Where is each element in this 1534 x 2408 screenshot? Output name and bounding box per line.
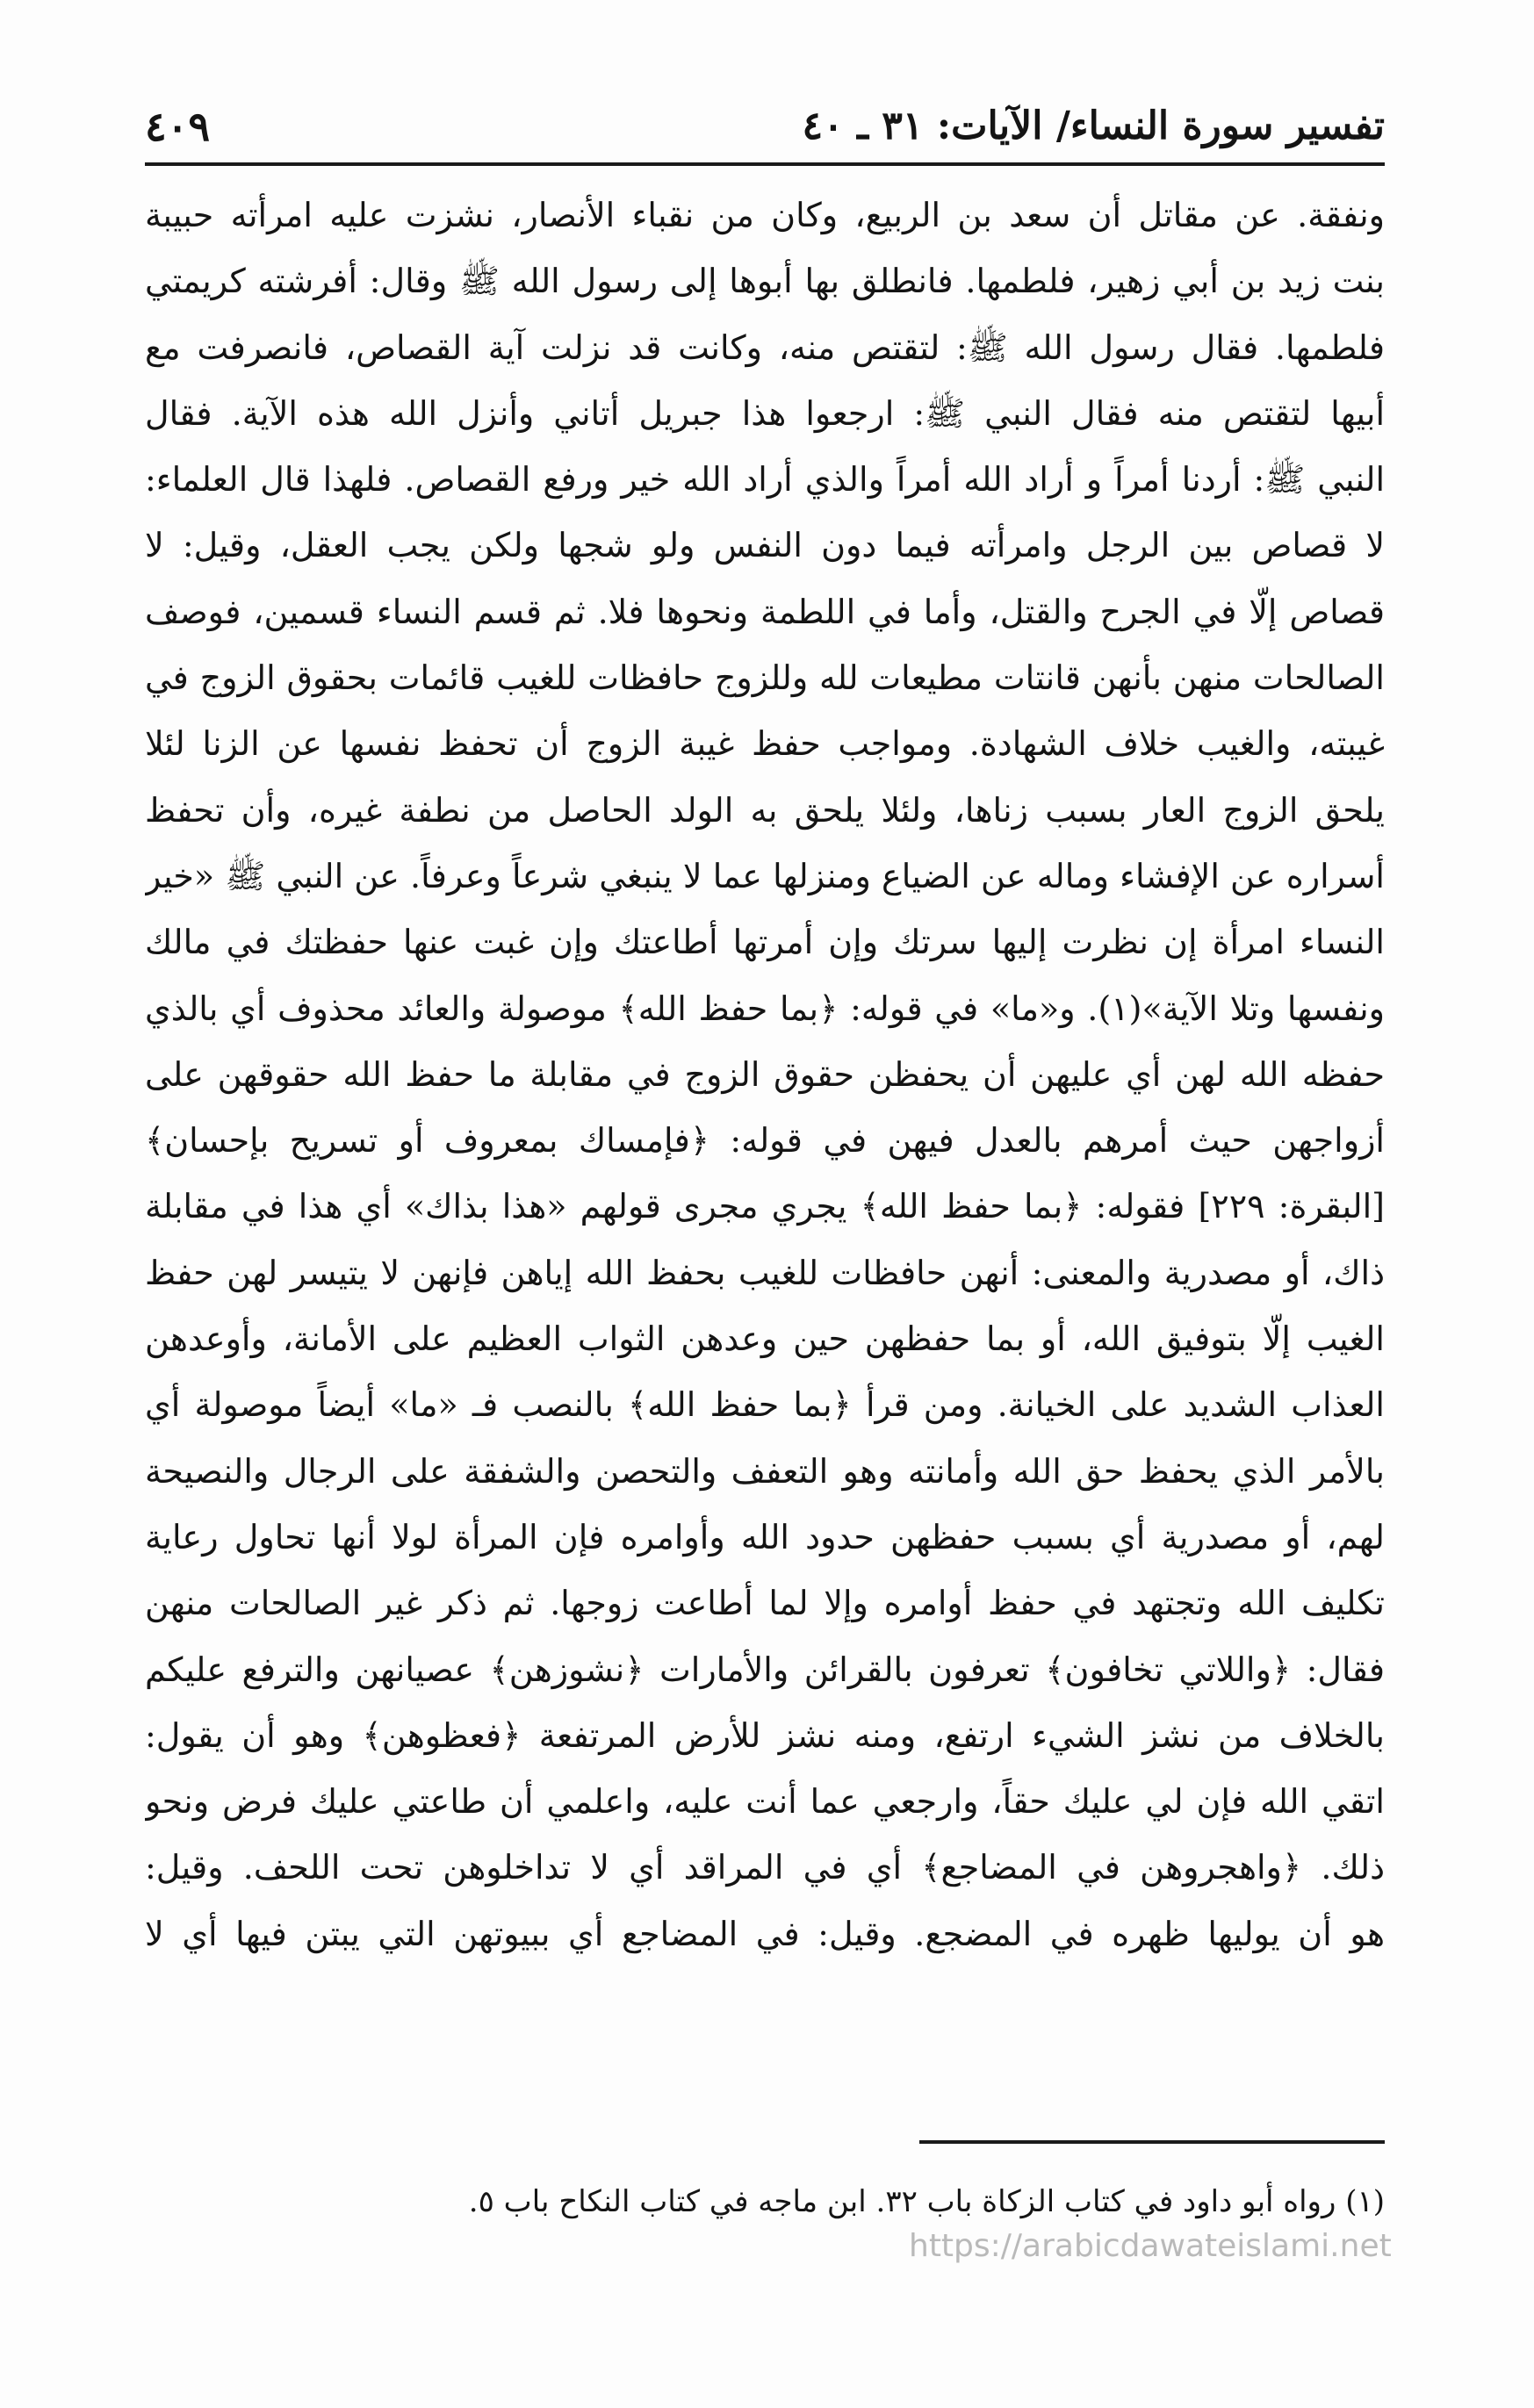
text-line: بنت زيد بن أبي زهير، فلطمها. فانطلق بها أبوها إلى رسول الله ﷺ وقال: أفرشته كريمتي <box>145 262 1385 301</box>
text-line: فقال: ﴿واللاتي تخافون﴾ تعرفون بالقرائن والأمارات ﴿نشوزهن﴾ عصيانهن والترفع عليكم <box>145 1650 1385 1689</box>
text-line: ونفقة. عن مقاتل أن سعد بن الربيع، وكان من نقباء الأنصار، نشزت عليه امرأته حبيبة <box>145 196 1385 234</box>
text-line: ذلك. ﴿واهجروهن في المضاجع﴾ أي في المراقد أي لا تداخلوهن تحت اللحف. وقيل: <box>145 1848 1385 1887</box>
footnote: (١) رواه أبو داود في كتاب الزكاة باب ٣٢. ابن ماجه في كتاب النكاح باب ٥. <box>468 2184 1385 2219</box>
text-line: اتقي الله فإن لي عليك حقاً، وارجعي عما أنت عليه، واعلمي أن طاعتي عليك فرض ونحو <box>145 1782 1385 1822</box>
text-line: ذاك، أو مصدرية والمعنى: أنهن حافظات للغيب بحفظ الله إياهن فإنهن لا يتيسر لهن حفظ <box>145 1253 1385 1292</box>
text-line: حفظه الله لهن أي عليهن أن يحفظن حقوق الزوج في مقابلة ما حفظ الله حقوقهن على <box>145 1054 1385 1094</box>
text-line: الصالحات منهن بأنهن قانتات مطيعات لله وللزوج حافظات للغيب قائمات بحقوق الزوج في <box>145 658 1385 698</box>
text-line: يلحق الزوج العار بسبب زناها، ولئلا يلحق به الولد الحاصل من نطفة غيره، وأن تحفظ <box>145 790 1385 830</box>
running-header <box>145 97 1385 156</box>
watermark-url: https://arabicdawateislami.net <box>909 2228 1392 2264</box>
text-line: ونفسها وتلا الآية»(١). و«ما» في قوله: ﴿بما حفظ الله﴾ موصولة والعائد محذوف أي بالذي <box>145 988 1385 1028</box>
text-line: قصاص إلّا في الجرح والقتل، وأما في اللطمة ونحوها فلا. ثم قسم النساء قسمين، فوصف <box>145 592 1385 631</box>
text-line: [البقرة: ٢٢٩] فقوله: ﴿بما حفظ الله﴾ يجري مجرى قولهم «هذا بذاك» أي هذا في مقابلة <box>145 1187 1385 1226</box>
text-line: العذاب الشديد على الخيانة. ومن قرأ ﴿بما حفظ الله﴾ بالنصب فـ «ما» أيضاً موصولة أي <box>145 1385 1385 1425</box>
text-line: أزواجهن حيث أمرهم بالعدل فيهن في قوله: ﴿فإمساك بمعروف أو تسريح بإحسان﴾ <box>145 1121 1385 1161</box>
body-text <box>145 183 1385 1967</box>
text-line: فلطمها. فقال رسول الله ﷺ: لتقتص منه، وكانت قد نزلت آية القصاص، فانصرفت مع <box>145 327 1385 367</box>
text-line: غيبته، والغيب خلاف الشهادة. ومواجب حفظ غيبة الزوج أن تحفظ نفسها عن الزنا لئلا <box>145 724 1385 764</box>
text-line: بالأمر الذي يحفظ حق الله وأمانته وهو التعفف والتحصن والشفقة على الرجال والنصيحة <box>145 1451 1385 1491</box>
text-line: أسراره عن الإفشاء وماله عن الضياع ومنزلها عما لا ينبغي شرعاً وعرفاً. عن النبي ﷺ «خير <box>145 856 1385 895</box>
text-line: أبيها لتقتص منه فقال النبي ﷺ: ارجعوا هذا جبريل أتاني وأنزل الله هذه الآية. فقال <box>145 393 1385 433</box>
text-line: هو أن يوليها ظهره في المضجع. وقيل: في المضاجع أي ببيوتهن التي يبتن فيها أي لا <box>145 1914 1385 1953</box>
text-line: لا قصاص بين الرجل وامرأته فيما دون النفس ولو شجها ولكن يجب العقل، وقيل: لا <box>145 526 1385 565</box>
text-line: الغيب إلّا بتوفيق الله، أو بما حفظهن حين وعدهن الثواب العظيم على الأمانة، وأوعدهن <box>145 1319 1385 1359</box>
text-line: النبي ﷺ: أردنا أمراً و أراد الله أمراً والذي أراد الله خير ورفع القصاص. فلهذا قال العلماء: <box>145 460 1385 500</box>
header-title: تفسير سورة النساء/ الآيات: ٣١ ـ ٤٠ <box>802 104 1385 148</box>
header-divider <box>145 162 1385 166</box>
footnote-divider <box>919 2140 1385 2144</box>
text-line: النساء امرأة إن نظرت إليها سرتك وإن أمرتها أطاعتك وإن غبت عنها حفظتك في مالك <box>145 923 1385 962</box>
text-line: لهم، أو مصدرية أي بسبب حفظهن حدود الله وأوامره فإن المرأة لولا أنها تحاول رعاية <box>145 1517 1385 1556</box>
text-line: تكليف الله وتجتهد في حفظ أوامره وإلا لما أطاعت زوجها. ثم ذكر غير الصالحات منهن <box>145 1584 1385 1623</box>
text-line: بالخلاف من نشز الشيء ارتفع، ومنه نشز للأرض المرتفعة ﴿فعظوهن﴾ وهو أن يقول: <box>145 1715 1385 1755</box>
page-number: ٤٠٩ <box>145 103 211 150</box>
